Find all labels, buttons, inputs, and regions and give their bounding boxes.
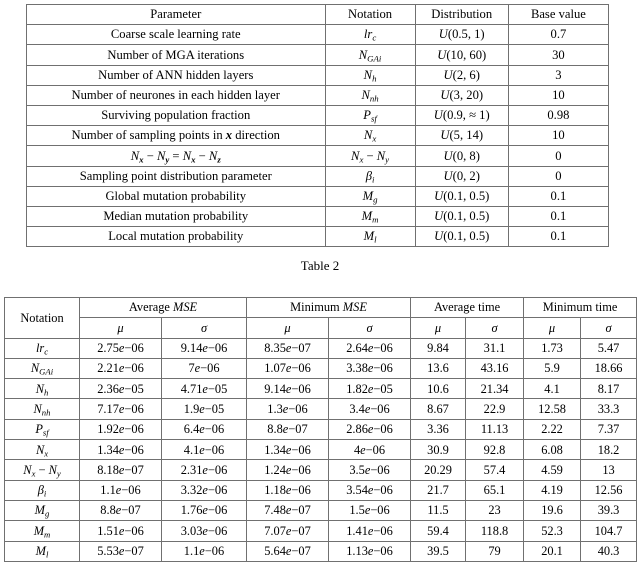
cell-minimum-time-sigma: 18.2 [581,440,637,460]
cell-minimum-mse-mu: 1.18e−06 [247,480,329,500]
cell-minimum-mse-mu: 7.48e−07 [247,500,329,520]
group-header-average-mse: Average MSE [80,298,247,318]
cell-minimum-time-mu: 20.1 [524,541,581,561]
cell-notation: $lr_c$ [5,338,80,358]
cell-minimum-mse-mu: 8.35e−07 [247,338,329,358]
cell-distribution: U(0.5, 1) [415,25,508,45]
table-header-row [27,5,609,25]
cell-average-time-mu: 30.9 [411,440,466,460]
cell-notation: $N_{GAi}$ [325,45,415,65]
cell-distribution: U(0, 8) [415,146,508,166]
cell-average-mse-mu: 2.75e−06 [80,338,162,358]
cell-notation: $M_g$ [325,186,415,206]
cell-average-time-sigma: 21.34 [466,379,524,399]
cell-base-value: 0.1 [508,186,608,206]
parameter-table [26,4,609,247]
cell-minimum-time-mu: 1.73 [524,338,581,358]
table-row [5,460,637,480]
cell-average-time-sigma: 57.4 [466,460,524,480]
cell-average-mse-sigma: 1.1e−06 [162,541,247,561]
table-row [27,146,609,166]
cell-minimum-mse-sigma: 3.38e−06 [329,358,411,378]
cell-average-mse-sigma: 4.71e−05 [162,379,247,399]
cell-distribution: U(3, 20) [415,85,508,105]
column-header-distribution: Distribution [415,5,508,25]
cell-minimum-time-sigma: 104.7 [581,521,637,541]
cell-minimum-time-mu: 12.58 [524,399,581,419]
cell-minimum-mse-sigma: 2.64e−06 [329,338,411,358]
cell-average-time-sigma: 31.1 [466,338,524,358]
cell-distribution: U(0.1, 0.5) [415,227,508,247]
table-subheader-row [5,318,637,338]
cell-parameter: Coarse scale learning rate [27,25,326,45]
cell-notation: $M_m$ [5,521,80,541]
cell-minimum-mse-mu: 1.24e−06 [247,460,329,480]
cell-distribution: U(5, 14) [415,126,508,146]
group-header-minimum-mse: Minimum MSE [247,298,411,318]
cell-average-mse-sigma: 3.03e−06 [162,521,247,541]
results-table [4,297,637,562]
cell-minimum-time-sigma: 7.37 [581,419,637,439]
cell-parameter: $N_x - N_y = N_x - N_z$ [27,146,326,166]
cell-notation: $N_x - N_y$ [325,146,415,166]
table-row [5,541,637,561]
cell-base-value: 0.1 [508,206,608,226]
cell-notation: $\beta_i$ [5,480,80,500]
parameter-table-container [26,4,609,247]
cell-average-mse-mu: 7.17e−06 [80,399,162,419]
cell-average-time-mu: 10.6 [411,379,466,399]
cell-minimum-mse-sigma: 3.54e−06 [329,480,411,500]
cell-average-time-mu: 21.7 [411,480,466,500]
results-table-container [4,297,636,562]
cell-notation: $N_x - N_y$ [5,460,80,480]
cell-minimum-mse-mu: 1.3e−06 [247,399,329,419]
table-row [5,480,637,500]
table-two-caption: Table 2 [300,258,340,273]
table-row [27,126,609,146]
table-group-header-row [5,298,637,318]
cell-average-time-sigma: 23 [466,500,524,520]
cell-minimum-time-sigma: 40.3 [581,541,637,561]
cell-average-time-mu: 9.84 [411,338,466,358]
subcolumn-header-mu-6: μ [524,318,581,338]
cell-notation: $N_{nh}$ [5,399,80,419]
subcolumn-header-sigma-7: σ [581,318,637,338]
table-row [5,338,637,358]
cell-minimum-time-sigma: 5.47 [581,338,637,358]
cell-minimum-time-sigma: 12.56 [581,480,637,500]
cell-notation: $P_{sf}$ [5,419,80,439]
cell-average-mse-sigma: 1.9e−05 [162,399,247,419]
cell-minimum-mse-sigma: 2.86e−06 [329,419,411,439]
column-header-notation: Notation [5,298,80,339]
table-row [5,399,637,419]
cell-minimum-mse-sigma: 3.4e−06 [329,399,411,419]
cell-base-value: 0.7 [508,25,608,45]
cell-average-mse-sigma: 4.1e−06 [162,440,247,460]
cell-minimum-time-sigma: 8.17 [581,379,637,399]
cell-notation: $M_m$ [325,206,415,226]
table-row [5,419,637,439]
cell-notation: $N_h$ [325,65,415,85]
cell-parameter: Surviving population fraction [27,105,326,125]
cell-notation: $N_x$ [5,440,80,460]
cell-parameter: Sampling point distribution parameter [27,166,326,186]
cell-average-time-mu: 13.6 [411,358,466,378]
cell-minimum-mse-mu: 1.34e−06 [247,440,329,460]
cell-minimum-time-sigma: 18.66 [581,358,637,378]
cell-notation: $N_x$ [325,126,415,146]
table-row [27,206,609,226]
cell-average-mse-sigma: 2.31e−06 [162,460,247,480]
cell-minimum-time-mu: 52.3 [524,521,581,541]
table-row [5,379,637,399]
cell-minimum-mse-mu: 5.64e−07 [247,541,329,561]
cell-minimum-time-mu: 2.22 [524,419,581,439]
table-row [27,227,609,247]
cell-distribution: U(0.9, ≈ 1) [415,105,508,125]
cell-minimum-mse-sigma: 4e−06 [329,440,411,460]
table-row [5,358,637,378]
table-row [5,500,637,520]
subcolumn-header-mu-2: μ [247,318,329,338]
cell-base-value: 0.98 [508,105,608,125]
column-header-parameter: Parameter [27,5,326,25]
cell-minimum-mse-sigma: 3.5e−06 [329,460,411,480]
cell-minimum-mse-sigma: 1.13e−06 [329,541,411,561]
subcolumn-header-sigma-3: σ [329,318,411,338]
cell-minimum-mse-sigma: 1.5e−06 [329,500,411,520]
cell-average-time-sigma: 11.13 [466,419,524,439]
cell-notation: $lr_c$ [325,25,415,45]
cell-minimum-time-mu: 6.08 [524,440,581,460]
cell-notation: $M_l$ [325,227,415,247]
cell-minimum-time-sigma: 39.3 [581,500,637,520]
cell-minimum-time-mu: 5.9 [524,358,581,378]
cell-average-mse-mu: 8.8e−07 [80,500,162,520]
table-row [27,45,609,65]
table-row [27,186,609,206]
cell-average-time-mu: 20.29 [411,460,466,480]
cell-average-mse-mu: 2.36e−05 [80,379,162,399]
group-header-average-time: Average time [411,298,524,318]
cell-base-value: 3 [508,65,608,85]
subcolumn-header-mu-4: μ [411,318,466,338]
table-row [5,521,637,541]
table-row [27,65,609,85]
cell-average-time-sigma: 43.16 [466,358,524,378]
cell-minimum-mse-mu: 8.8e−07 [247,419,329,439]
cell-average-mse-sigma: 7e−06 [162,358,247,378]
cell-minimum-time-sigma: 13 [581,460,637,480]
cell-parameter: Number of sampling points in x direction [27,126,326,146]
table-row [27,25,609,45]
cell-parameter: Number of neurones in each hidden layer [27,85,326,105]
cell-average-mse-mu: 1.34e−06 [80,440,162,460]
cell-notation: $N_h$ [5,379,80,399]
cell-minimum-mse-sigma: 1.41e−06 [329,521,411,541]
column-header-notation: Notation [325,5,415,25]
cell-average-mse-mu: 8.18e−07 [80,460,162,480]
subcolumn-header-sigma-5: σ [466,318,524,338]
table-row [27,85,609,105]
cell-distribution: U(10, 60) [415,45,508,65]
cell-minimum-mse-mu: 7.07e−07 [247,521,329,541]
cell-average-mse-mu: 1.92e−06 [80,419,162,439]
cell-base-value: 10 [508,85,608,105]
cell-average-time-sigma: 65.1 [466,480,524,500]
group-header-minimum-time: Minimum time [524,298,637,318]
cell-notation: $N_{GAi}$ [5,358,80,378]
cell-average-time-mu: 11.5 [411,500,466,520]
cell-minimum-mse-mu: 1.07e−06 [247,358,329,378]
cell-notation: $M_l$ [5,541,80,561]
cell-distribution: U(0, 2) [415,166,508,186]
cell-minimum-mse-mu: 9.14e−06 [247,379,329,399]
cell-average-mse-sigma: 9.14e−06 [162,338,247,358]
subcolumn-header-sigma-1: σ [162,318,247,338]
cell-base-value: 10 [508,126,608,146]
cell-parameter: Number of MGA iterations [27,45,326,65]
cell-average-time-sigma: 118.8 [466,521,524,541]
cell-average-mse-mu: 1.51e−06 [80,521,162,541]
cell-base-value: 0 [508,166,608,186]
cell-notation: $M_g$ [5,500,80,520]
cell-notation: $\beta_i$ [325,166,415,186]
cell-average-mse-mu: 5.53e−07 [80,541,162,561]
cell-distribution: U(0.1, 0.5) [415,206,508,226]
cell-parameter: Global mutation probability [27,186,326,206]
cell-average-mse-sigma: 6.4e−06 [162,419,247,439]
cell-notation: $P_{sf}$ [325,105,415,125]
cell-minimum-time-sigma: 33.3 [581,399,637,419]
cell-minimum-time-mu: 4.19 [524,480,581,500]
cell-minimum-mse-sigma: 1.82e−05 [329,379,411,399]
table-row [5,440,637,460]
cell-minimum-time-mu: 4.1 [524,379,581,399]
cell-average-mse-sigma: 1.76e−06 [162,500,247,520]
cell-base-value: 0 [508,146,608,166]
cell-distribution: U(2, 6) [415,65,508,85]
cell-distribution: U(0.1, 0.5) [415,186,508,206]
cell-average-time-mu: 59.4 [411,521,466,541]
cell-average-mse-mu: 1.1e−06 [80,480,162,500]
table-row [27,166,609,186]
cell-average-time-sigma: 79 [466,541,524,561]
column-header-base-value: Base value [508,5,608,25]
cell-average-time-mu: 8.67 [411,399,466,419]
cell-average-time-mu: 39.5 [411,541,466,561]
cell-average-mse-sigma: 3.32e−06 [162,480,247,500]
cell-minimum-time-mu: 19.6 [524,500,581,520]
cell-average-mse-mu: 2.21e−06 [80,358,162,378]
subcolumn-header-mu-0: μ [80,318,162,338]
cell-base-value: 0.1 [508,227,608,247]
cell-average-time-sigma: 22.9 [466,399,524,419]
cell-parameter: Number of ANN hidden layers [27,65,326,85]
table-row [27,105,609,125]
cell-average-time-sigma: 92.8 [466,440,524,460]
cell-minimum-time-mu: 4.59 [524,460,581,480]
cell-notation: $N_{nh}$ [325,85,415,105]
cell-parameter: Local mutation probability [27,227,326,247]
cell-parameter: Median mutation probability [27,206,326,226]
cell-base-value: 30 [508,45,608,65]
cell-average-time-mu: 3.36 [411,419,466,439]
